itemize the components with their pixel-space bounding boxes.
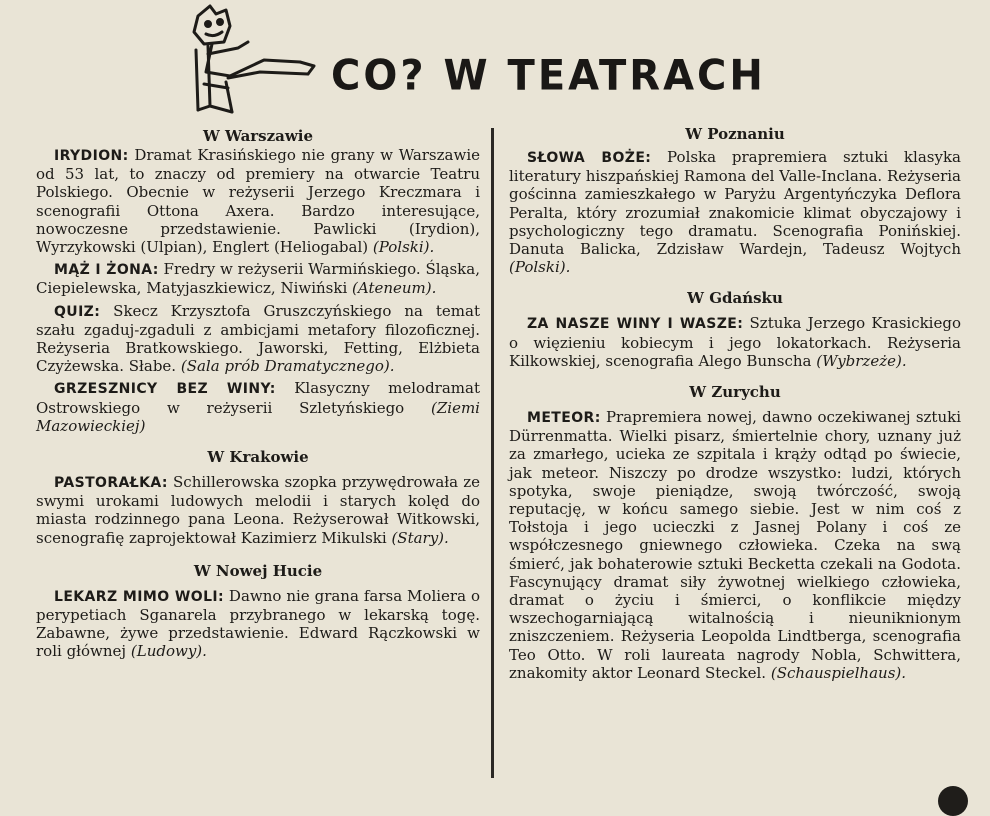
play-title: LEKARZ MIMO WOLI: [54,588,224,605]
listing-text: Schillerowska szopka przywędrowała ze swymi urokami ludowych melodii i starych kolęd do miasta rodzinnego pana Leona. Reżyserował Witkowski, scenografię zaprojektował Kazimierz Mikulski [36,473,480,547]
listing-entry [36,146,480,256]
city-heading: W Poznaniu [685,125,785,143]
play-title: IRYDION: [54,148,129,164]
play-title: PASTORAŁKA: [54,475,168,492]
play-title: SŁOWA BOŻE: [527,150,652,166]
play-title: MĄŻ I ŻONA: [54,262,159,279]
play-title: GRZESZNICY BEZ WINY: [54,381,276,398]
theatre-name: (Ziemi Mazowieckiej) [36,398,480,435]
listing-entry [36,379,480,435]
listing-text: Dramat Krasińskiego nie grany w Warszawie od 53 lat, to znaczy od premiery na otwarcie Teatru Polskiego. Obecnie w reżyserii Jerzego Kreczmara i scenografii Ottona Axera. Bardzo interesujące, nowoczesne przedstawienie. Pawlicki (Irydion), Wyrzykowski (Ulpian), Englert (Heliogabal) [36,146,480,257]
listing-entry [36,302,480,376]
page-title: CO? W TEATRACH [331,51,766,101]
theatre-name: (Polski). [509,258,571,277]
theatre-name: (Ludowy). [130,642,207,661]
right-column [509,124,961,682]
listing-text: Polska prapremiera sztuki klasyka literatury hiszpańskiej Ramona del Valle-Inclana. Reżyseria gościnna zamieszkałego w Paryżu Argentyńczyka Deflora Peralta, który zrozumiał znakomicie klimat obyczajowy i psychologiczny tego dramatu. Scenografia Ponińskiej. Danuta Balicka, Zdzisław Wardejn, Tadeusz Wojtych [509,148,961,259]
listing-text: Skecz Krzysztofa Gruszczyńskiego na temat szału zgaduj-zgaduli z ambicjami metafory filozoficznej. Reżyseria Bratkowskiego. Jaworski, Fetting, Elżbieta Czyżewska. Słabe. [36,301,480,376]
city-heading: W Nowej Hucie [193,561,323,580]
listing-entry [36,587,480,661]
theatre-name: (Polski). [372,238,435,257]
city-heading: W Zurychu [689,383,781,402]
listing-entry [36,473,480,547]
listing-entry [509,408,961,682]
listing-text: Fredry w reżyserii Warmińskiego. Śląska, Ciepielewska, Matyjaszkiewicz, Niwiński [36,260,480,298]
left-column [36,126,480,661]
theatre-name: (Wybrzeże). [816,351,907,370]
city-heading: W Warszawie [202,127,314,145]
listing-text: Klasyczny melodramat Ostrowskiego w reżyserii Szletyńskiego [36,379,480,417]
play-title: QUIZ: [54,303,101,320]
theatre-name: (Schauspielhaus). [770,663,907,682]
listing-entry [36,260,480,297]
page-number-badge [938,786,968,816]
play-title: METEOR: [527,410,601,427]
listing-text: Sztuka Jerzego Krasickiego o więzieniu kobiecym i jego lokatorkach. Reżyseria Kilkowskiej, scenografia Alego Bunscha [509,314,961,370]
play-title: ZA NASZE WINY I WASZE: [527,316,744,333]
theatre-name: (Ateneum). [352,279,437,298]
listing-entry [509,314,961,370]
listing-entry [509,148,961,276]
reclining-figure-icon [168,2,328,122]
city-heading: W Krakowie [207,448,309,467]
listing-text: Prapremiera nowej, dawno oczekiwanej sztuki Dürrenmatta. Wielki pisarz, śmiertelnie chory, uznany już za zmarłego, ucieka ze szpitala i krąży odtąd po świecie, jak meteor. Niszczy po drodze wszystko: ludzi, których spotyka, swoje pieniądze, swoją twórczość, swoją reputację, w końcu samego siebie. Jest w nim coś z Tołstoja i jego ucieczki z Jasnej Polany i coś ze współczesnego gniewnego człowieka. Czeka na swą śmierć, jak bohaterowie sztuki Becketta czekali na Godota. Fascynujący dramat siły żywotnej wielkiego człowieka, dramat o życiu i śmierci, o konflikcie między wszechogarniającą witalnością i nieuniknionym zniszczeniem. Reżyseria Leopolda Lindtberga, scenografia Teo Otto. W roli laureata nagrody Nobla, Schwittera, znakomity aktor Leonard Steckel. [509,408,961,682]
theatre-name: (Stary). [391,528,449,547]
listing-text: Dawno nie grana farsa Moliera o perypetiach Sganarela przybranego w lekarską togę. Zabawne, żywe przedstawienie. Edward Rączkowski w roli głównej [36,586,480,661]
column-divider [491,128,494,778]
theatre-name: (Sala prób Dramatycznego). [180,357,395,376]
city-heading: W Gdańsku [687,289,783,308]
